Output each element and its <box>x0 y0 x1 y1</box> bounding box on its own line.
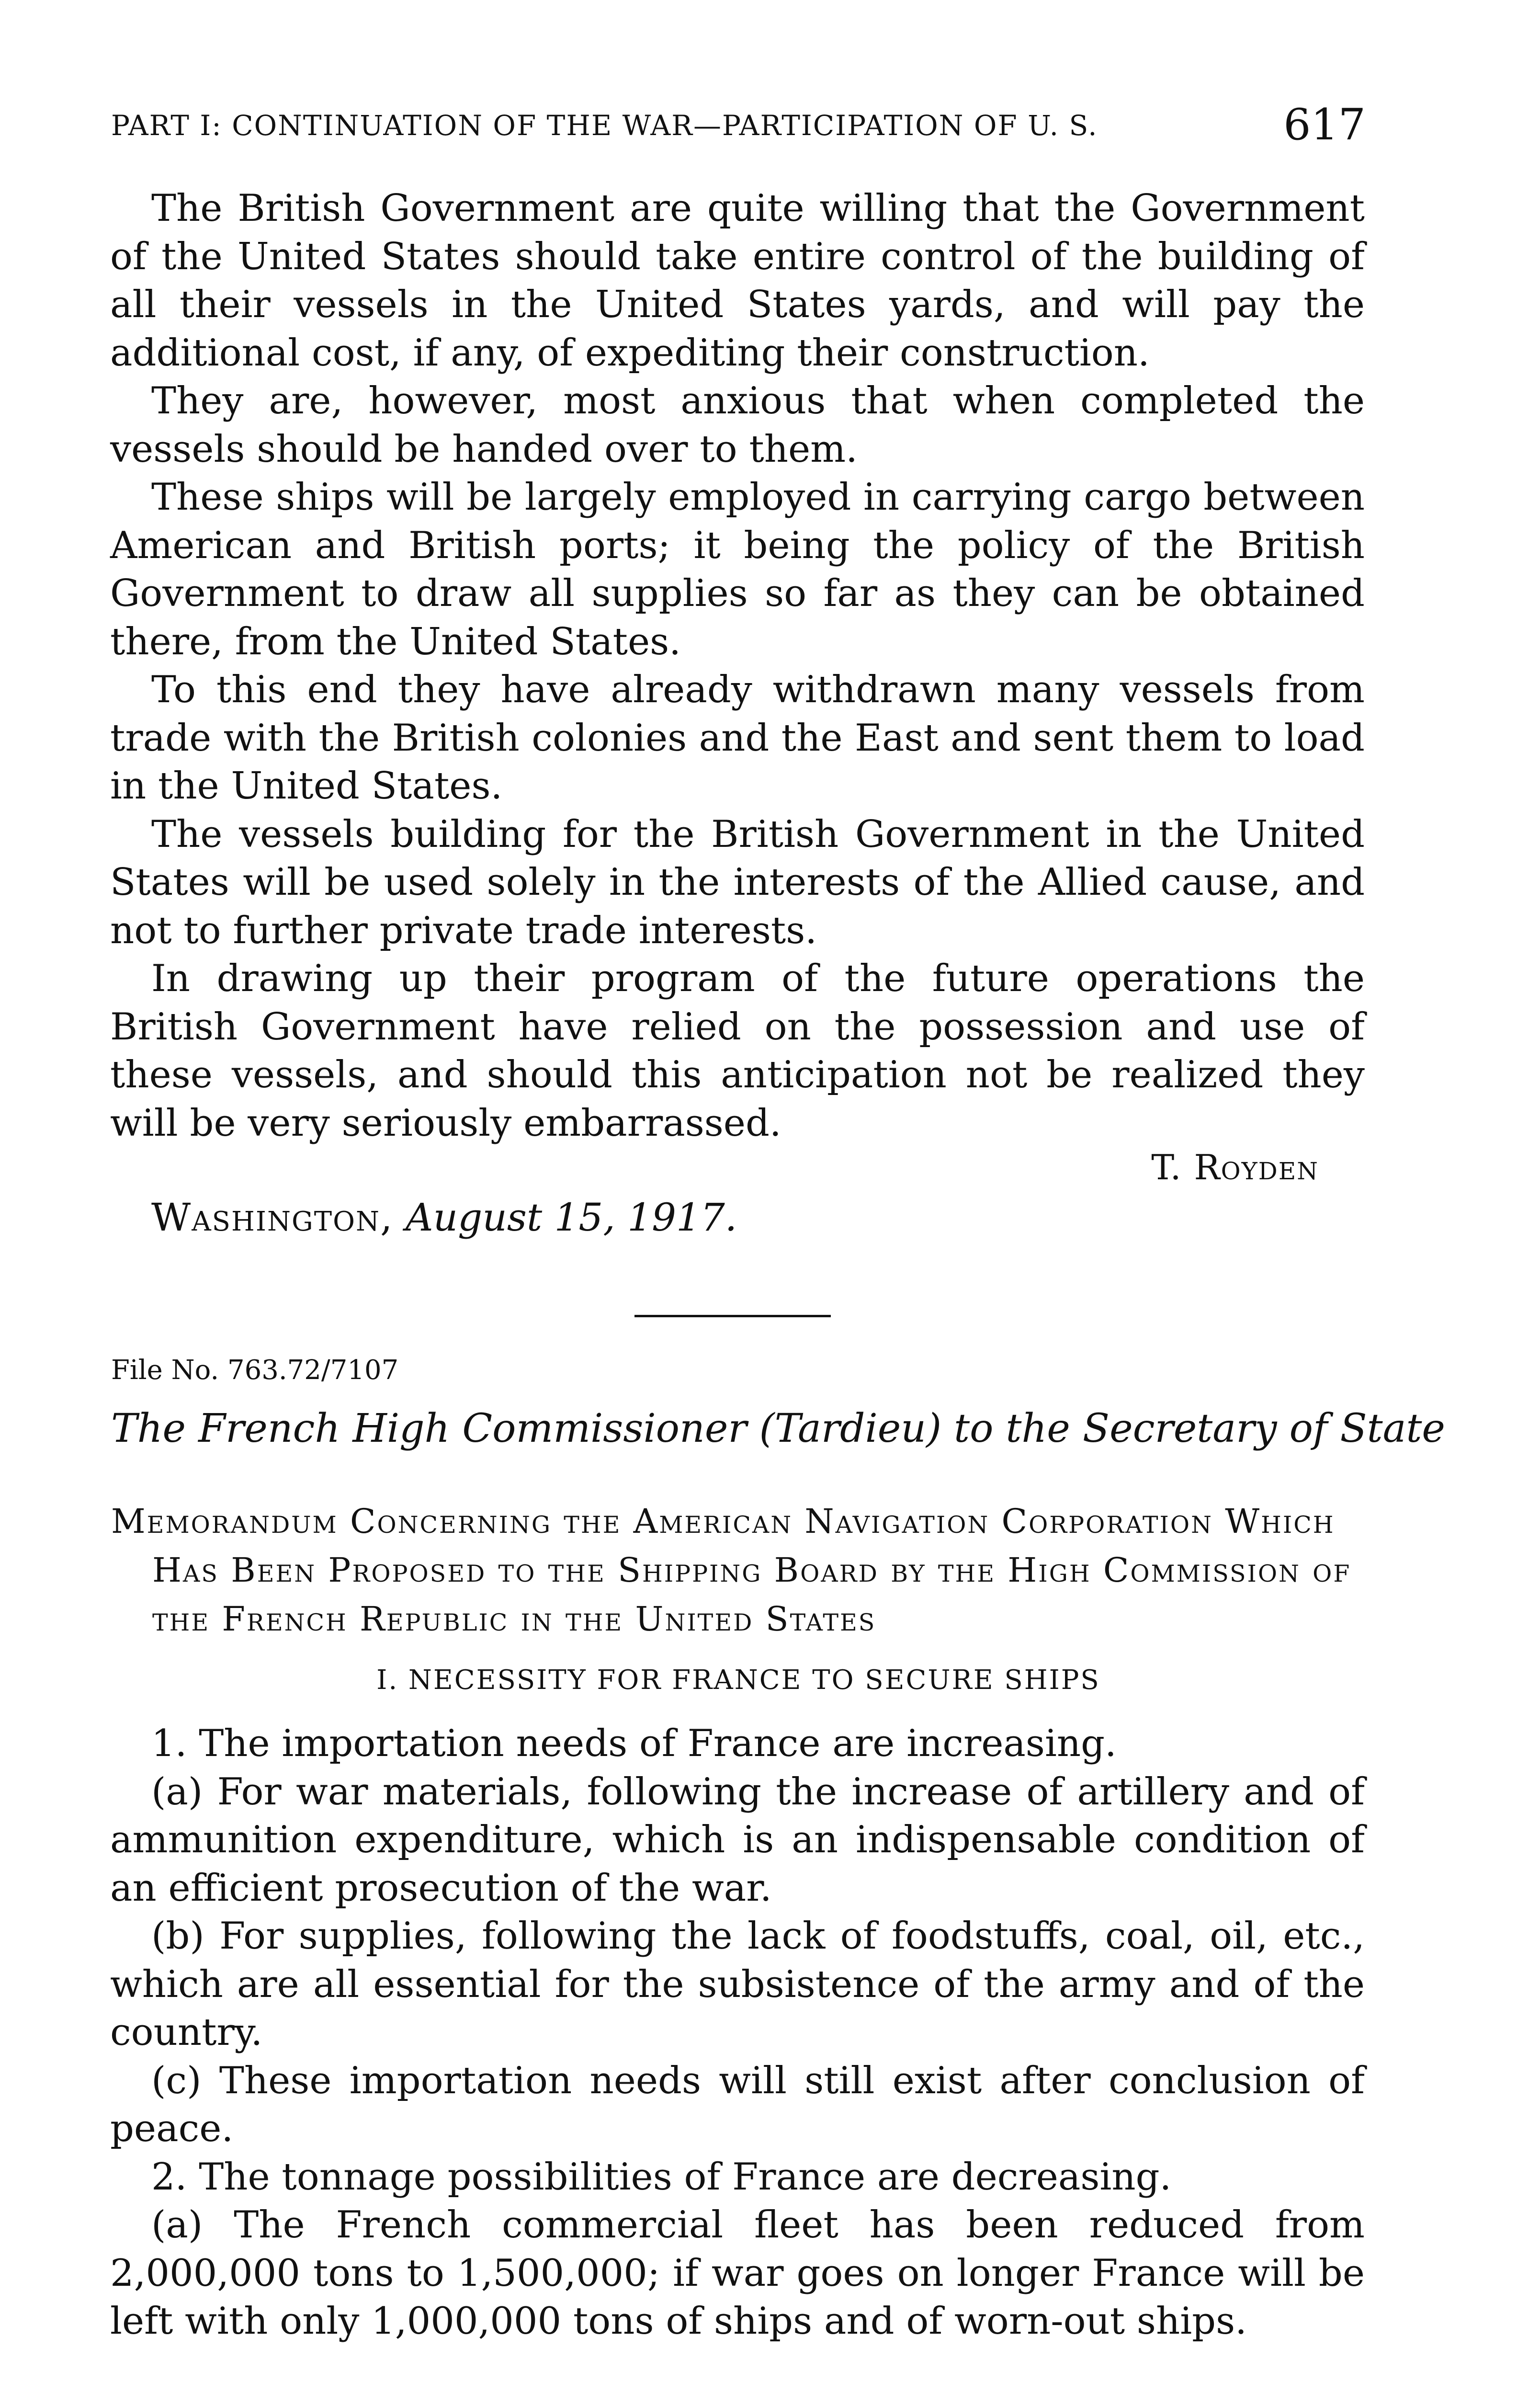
letter-paragraph: They are, however, most anxious that when completed the vessels should be handed over to them. <box>110 379 1365 471</box>
memo-paragraph: 2. The tonnage possibilities of France are decreasing. <box>151 2155 1172 2199</box>
section-divider <box>634 1315 831 1317</box>
signature: T. Royden <box>1151 1147 1319 1187</box>
document-title: The French High Commissioner (Tardieu) to the Secretary of State <box>111 1406 1445 1451</box>
letter-paragraph: These ships will be largely employed in carrying cargo between American and British ports; it being the policy of the British Government to draw all supplies so far as they can be obtained there, from the United States. <box>110 476 1365 663</box>
memorandum-body <box>110 1720 1365 2346</box>
running-header <box>111 100 1366 153</box>
dateline <box>151 1195 737 1240</box>
running-title: PART I: CONTINUATION OF THE WAR—PARTICIPATION OF U. S. <box>111 109 1098 142</box>
memo-paragraph: (a) The French commercial fleet has been reduced from 2,000,000 tons to 1,500,000; if war goes on longer France will be left with only 1,000,000 tons of ships and of worn-out ships. <box>110 2203 1365 2343</box>
letter-paragraph: To this end they have already withdrawn many vessels from trade with the British colonies and the East and sent them to load in the United States. <box>110 668 1365 808</box>
page-number: 617 <box>1283 100 1366 150</box>
memo-paragraph: (b) For supplies, following the lack of foodstuffs, coal, oil, etc., which are all essential for the subsistence of the army and of the country. <box>110 1915 1365 2054</box>
letter-paragraph: In drawing up their program of the future operations the British Government have relied on the possession and use of these vessels, and should this anticipation not be realized they will be very seriously embarrassed. <box>110 957 1365 1145</box>
section-heading: I. NECESSITY FOR FRANCE TO SECURE SHIPS <box>376 1665 1100 1696</box>
letter-paragraph: The vessels building for the British Government in the United States will be used solely in the interests of the Allied cause, and not to further private trade interests. <box>110 812 1365 952</box>
letter-body <box>110 184 1365 1147</box>
memo-paragraph: (c) These importation needs will still exist after conclusion of peace. <box>110 2059 1365 2150</box>
memo-paragraph: (a) For war materials, following the increase of artillery and of ammunition expenditure, which is an indispensable condition of an efficient prosecution of the war. <box>110 1770 1365 1910</box>
memo-paragraph: 1. The importation needs of France are increasing. <box>151 1722 1117 1765</box>
dateline-place: Washington, <box>151 1195 394 1240</box>
memorandum-heading: Memorandum Concerning the American Navigation Corporation Which Has Been Proposed to the Shipping Board by the High Commission of the French Republic in the United States <box>111 1502 1351 1639</box>
dateline-date: August 15, 1917. <box>405 1195 737 1240</box>
letter-paragraph: The British Government are quite willing that the Government of the United States should take entire control of the building of all their vessels in the United States yards, and will pay the additional cost, if any, of expediting their construction. <box>110 187 1365 375</box>
file-number: File No. 763.72/7107 <box>111 1355 399 1386</box>
